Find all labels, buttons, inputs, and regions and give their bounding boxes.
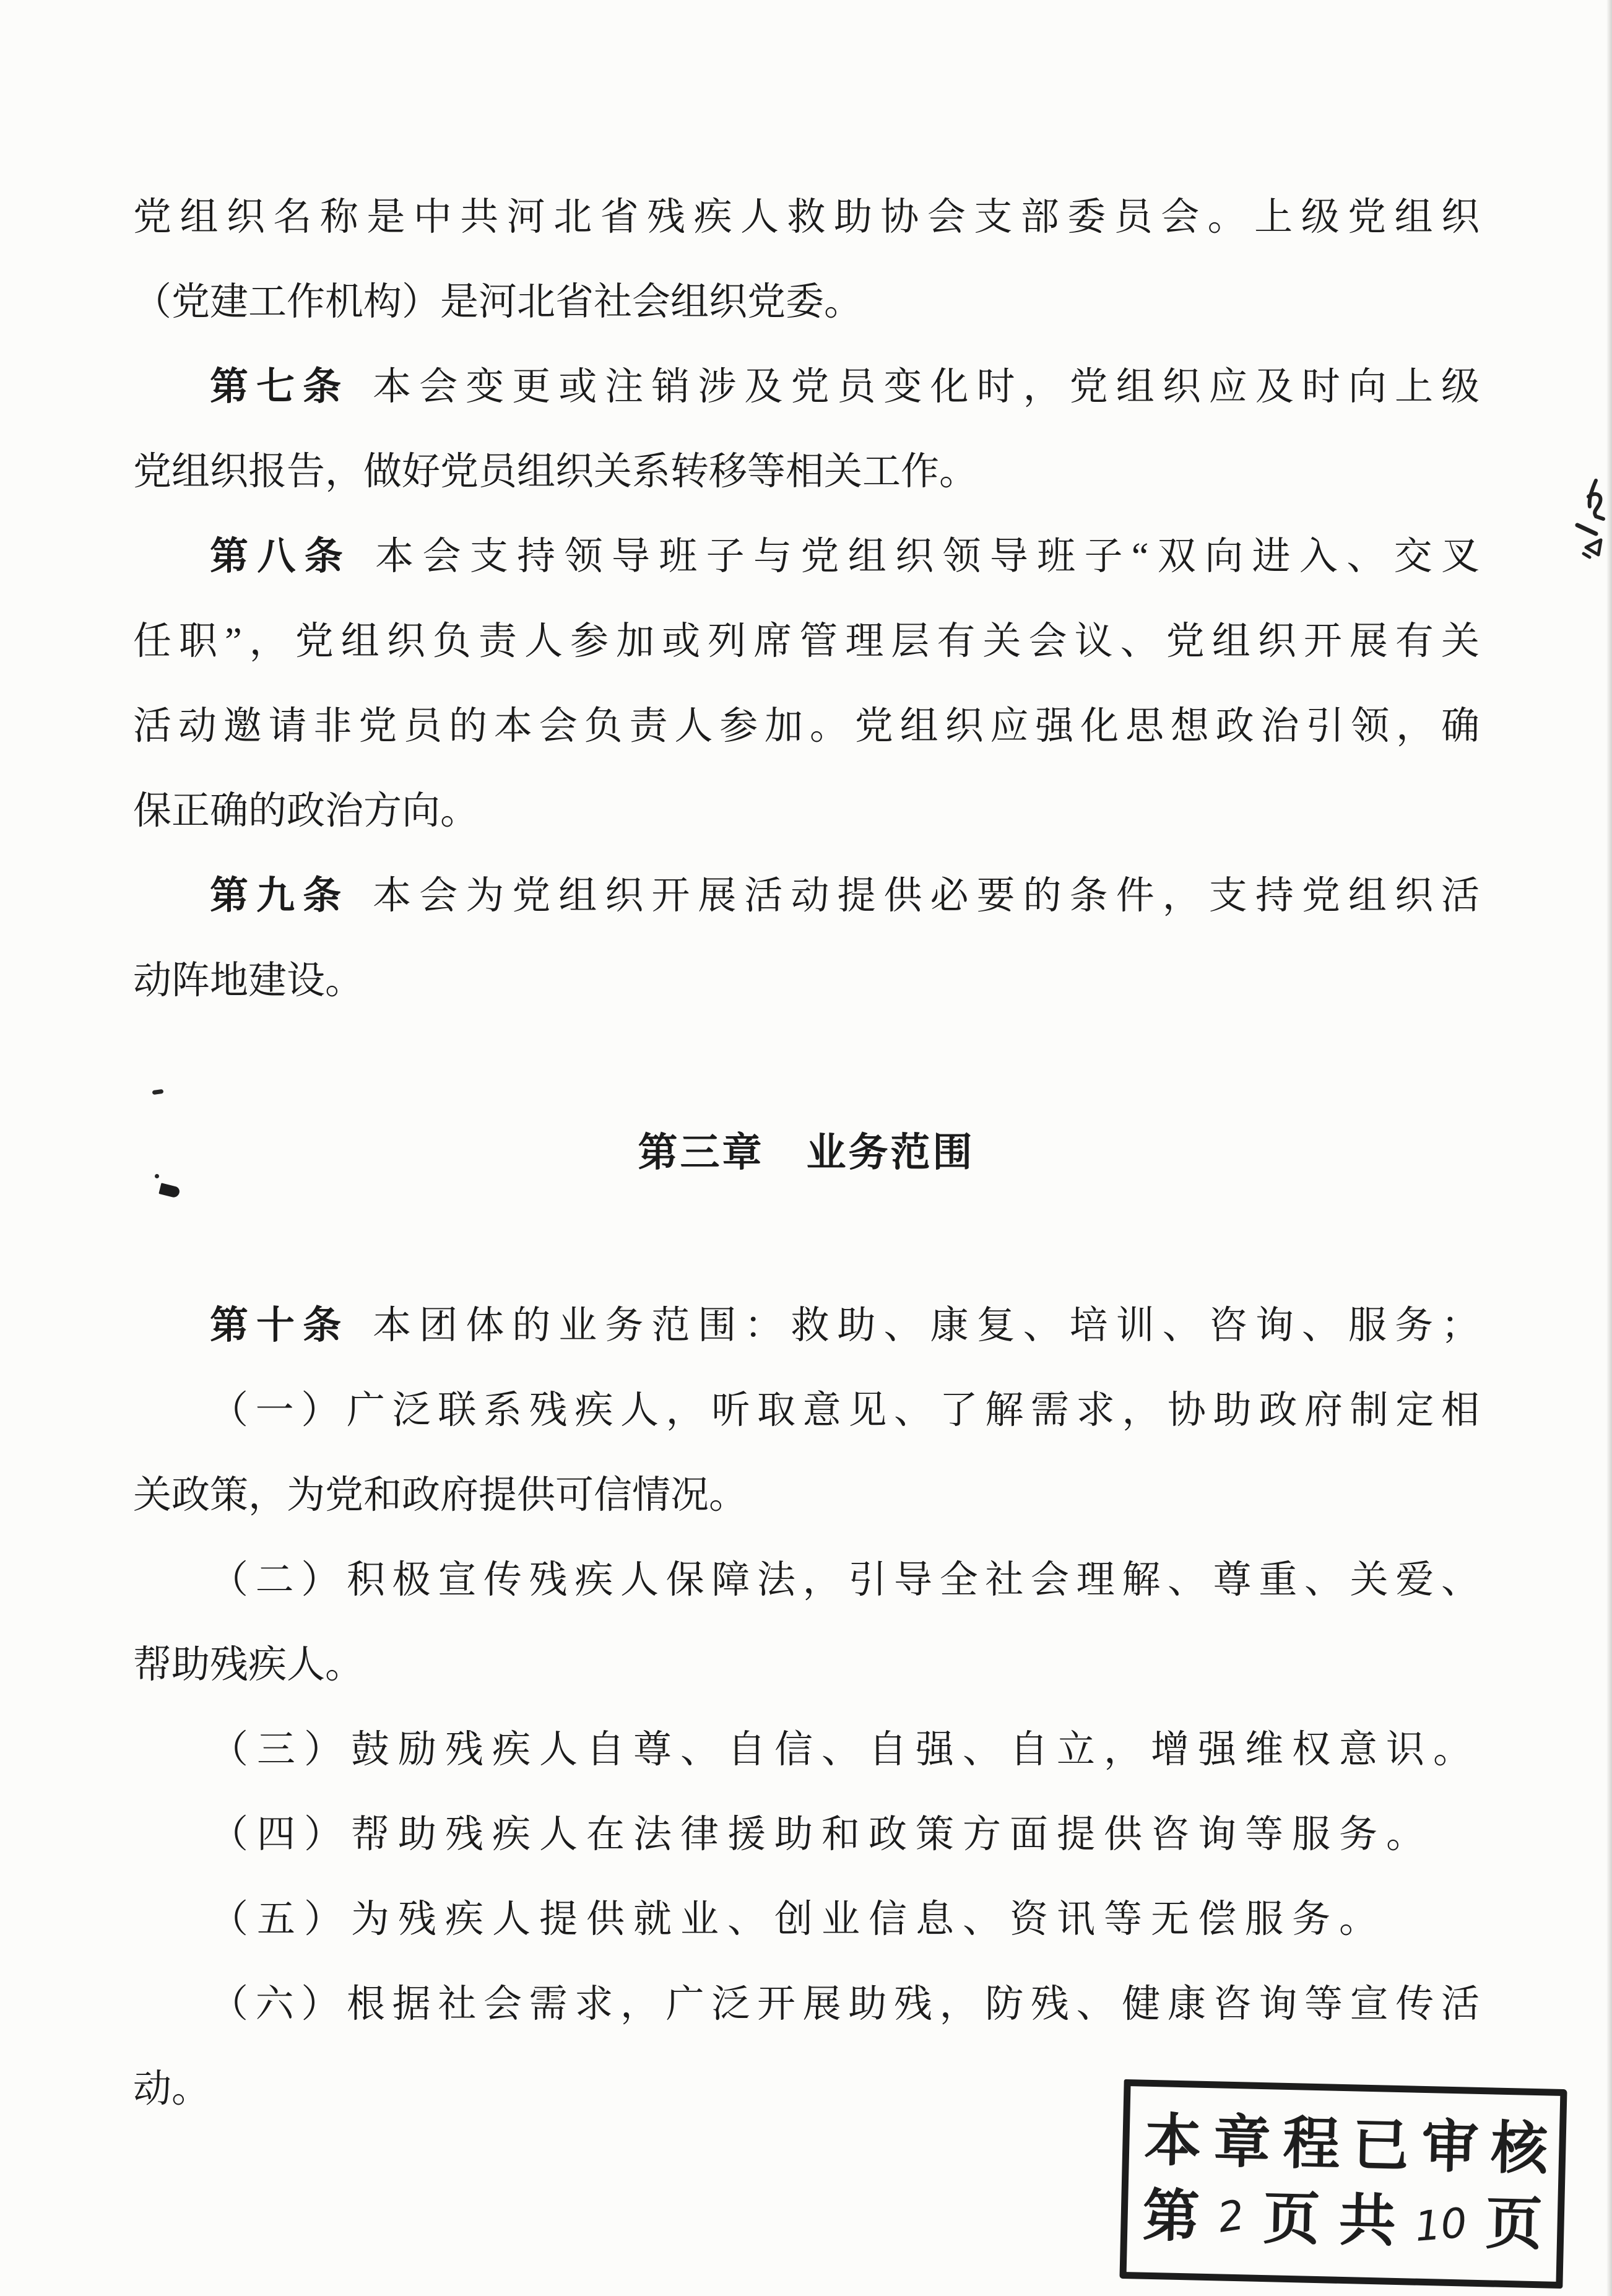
- doc-line-text: （六）根据社会需求，广泛开展助残，防残、健康咨询等宣传活: [210, 1983, 1480, 2025]
- doc-line-text: 党组织报告，做好党员组织关系转移等相关工作。: [133, 451, 978, 493]
- doc-line-article-9: [133, 854, 1480, 939]
- stamp-char: 共: [1338, 2189, 1397, 2254]
- doc-line: [133, 1623, 1480, 1708]
- stamp-char: 页: [1484, 2192, 1543, 2257]
- document-body: [133, 175, 1480, 2132]
- doc-line: [133, 430, 1480, 515]
- stamp-char: 页: [1262, 2187, 1321, 2252]
- ink-speck: [155, 1174, 159, 1178]
- doc-line-item-5: [133, 1877, 1480, 1962]
- scan-page-edge: [1606, 0, 1612, 2296]
- handwritten-page-number: 2: [1215, 2191, 1248, 2242]
- doc-line-text: （四）帮助残疾人在法律援助和政策方面提供咨询等服务。: [210, 1814, 1434, 1856]
- edge-pen-marks: [1569, 474, 1612, 567]
- doc-line-text: 活动邀请非党员的本会负责人参加。党组织应强化思想政治引领，确: [133, 705, 1480, 747]
- doc-line: [133, 175, 1480, 260]
- doc-line-item-1: [133, 1368, 1480, 1453]
- article-number-label: 第九条: [210, 875, 350, 917]
- stamp-char: 第: [1142, 2184, 1200, 2250]
- doc-line-text: 本会为党组织开展活动提供必要的条件，支持党组织活: [373, 875, 1480, 917]
- doc-line: [133, 684, 1480, 769]
- doc-line-text: 关政策，为党和政府提供可信情况。: [133, 1474, 748, 1516]
- doc-line-text: （一）广泛联系残疾人，听取意见、了解需求，协助政府制定相: [210, 1389, 1480, 1432]
- doc-line-text: （二）积极宣传残疾人保障法，引导全社会理解、尊重、关爱、: [210, 1559, 1480, 1601]
- doc-line-text: 本会支持领导班子与党组织领导班子“双向进入、交叉: [375, 536, 1480, 578]
- doc-line-article-8: [133, 515, 1480, 599]
- doc-line-text: 帮助残疾人。: [133, 1644, 364, 1686]
- doc-line-text: （三）鼓励残疾人自尊、自信、自强、自立，增强维权意识。: [210, 1729, 1481, 1771]
- doc-line: [133, 939, 1480, 1024]
- article-number-label: 第七条: [210, 366, 350, 408]
- article-number-label: 第十条: [210, 1305, 350, 1347]
- article-number-label: 第八条: [210, 536, 352, 578]
- review-stamp: [1119, 2079, 1567, 2289]
- stamp-pagination: [1142, 2184, 1543, 2257]
- doc-line: [133, 769, 1480, 854]
- doc-line-text: 保正确的政治方向。: [133, 790, 479, 832]
- doc-line: [133, 260, 1480, 345]
- doc-line-text: 本团体的业务范围：救助、康复、培训、咨询、服务；: [373, 1305, 1480, 1347]
- chapter-heading: 第三章 业务范围: [638, 1131, 975, 1175]
- doc-line-text: 本会变更或注销涉及党员变化时，党组织应及时向上级: [373, 366, 1480, 408]
- doc-line-text: （五）为残疾人提供就业、创业信息、资讯等无偿服务。: [210, 1898, 1387, 1941]
- doc-line-text: 党组织名称是中共河北省残疾人救助协会支部委员会。上级党组织: [133, 196, 1480, 238]
- doc-line-item-6: [133, 1962, 1480, 2047]
- doc-line-text: 动。: [133, 2068, 210, 2110]
- stamp-reviewed-text: 本章程已审核: [1143, 2108, 1561, 2181]
- doc-line-item-4: [133, 1793, 1480, 1877]
- doc-line-item-2: [133, 1538, 1480, 1623]
- doc-line-article-7: [133, 345, 1480, 430]
- doc-line-article-10: [133, 1284, 1480, 1368]
- doc-line-text: 任职”，党组织负责人参加或列席管理层有关会议、党组织开展有关: [133, 620, 1480, 663]
- doc-line-item-3: [133, 1708, 1480, 1793]
- doc-line: [133, 599, 1480, 684]
- doc-line-text: 动阵地建设。: [133, 960, 364, 1002]
- handwritten-total-pages: 10: [1413, 2199, 1469, 2251]
- doc-line: [133, 1453, 1480, 1538]
- doc-line-text: （党建工作机构）是河北省社会组织党委。: [133, 281, 863, 323]
